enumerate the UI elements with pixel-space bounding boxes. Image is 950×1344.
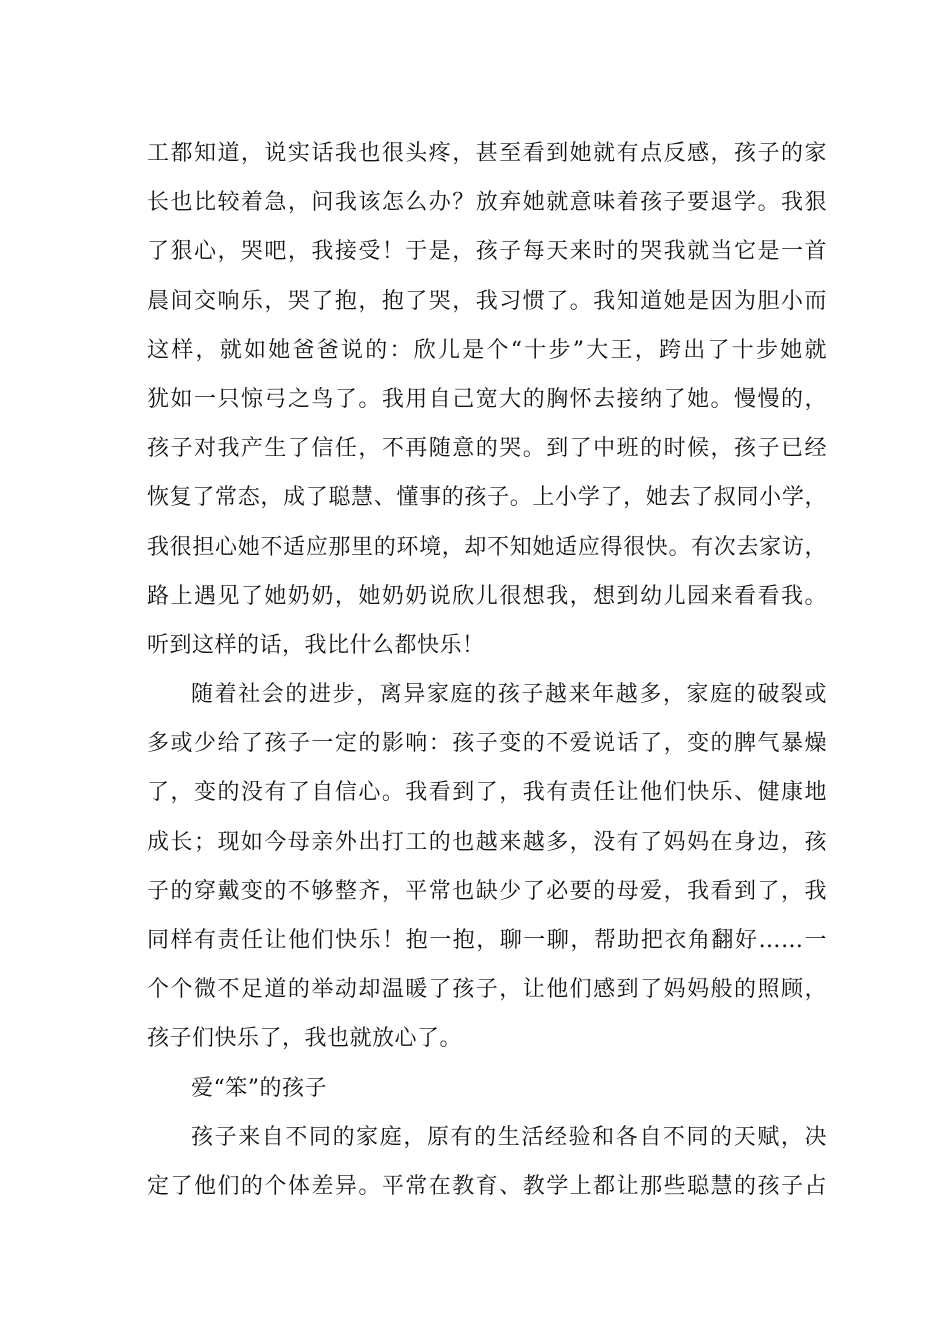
- text-line: 犹如一只惊弓之鸟了。我用自己宽大的胸怀去接纳了她。慢慢的，: [147, 386, 827, 412]
- body-text: [147, 129, 827, 1211]
- text-line: 恢复了常态，成了聪慧、懂事的孩子。上小学了，她去了叔同小学，: [147, 485, 827, 511]
- text-line: 定了他们的个体差异。平常在教育、教学上都让那些聪慧的孩子占: [147, 1173, 827, 1199]
- text-line: 成长；现如今母亲外出打工的也越来越多，没有了妈妈在身边，孩: [147, 829, 827, 855]
- text-line: 我很担心她不适应那里的环境，却不知她适应得很快。有次去家访，: [147, 534, 827, 560]
- text-line: 路上遇见了她奶奶，她奶奶说欣儿很想我，想到幼儿园来看看我。: [147, 583, 827, 609]
- text-line: 子的穿戴变的不够整齐，平常也缺少了必要的母爱，我看到了，我: [147, 878, 827, 904]
- text-line: 听到这样的话，我比什么都快乐！: [147, 632, 485, 658]
- section-heading: 爱“笨”的孩子: [191, 1075, 327, 1101]
- text-line: 晨间交响乐，哭了抱，抱了哭，我习惯了。我知道她是因为胆小而: [147, 288, 827, 314]
- text-line: 同样有责任让他们快乐！抱一抱，聊一聊，帮助把衣角翻好……一: [147, 928, 827, 953]
- text-line: 工都知道，说实话我也很头疼，甚至看到她就有点反感，孩子的家: [147, 141, 827, 166]
- paragraph-start-line: 随着社会的进步，离异家庭的孩子越来年越多，家庭的破裂或: [191, 682, 827, 708]
- text-line: 孩子们快乐了，我也就放心了。: [147, 1026, 463, 1052]
- text-line: 这样，就如她爸爸说的：欣儿是个“十步”大王，跨出了十步她就: [147, 337, 827, 363]
- text-line: 了狠心，哭吧，我接受！于是，孩子每天来时的哭我就当它是一首: [147, 239, 827, 265]
- text-line: 长也比较着急，问我该怎么办？放弃她就意味着孩子要退学。我狠: [147, 190, 827, 216]
- text-line: 多或少给了孩子一定的影响：孩子变的不爱说话了，变的脾气暴燥: [147, 731, 827, 757]
- text-line: 个个微不足道的举动却温暖了孩子，让他们感到了妈妈般的照顾，: [147, 977, 827, 1003]
- text-line: 孩子对我产生了信任，不再随意的哭。到了中班的时候，孩子已经: [147, 436, 827, 462]
- paragraph-start-line: 孩子来自不同的家庭，原有的生活经验和各自不同的天赋，决: [191, 1124, 827, 1150]
- text-line: 了，变的没有了自信心。我看到了，我有责任让他们快乐、健康地: [147, 780, 827, 806]
